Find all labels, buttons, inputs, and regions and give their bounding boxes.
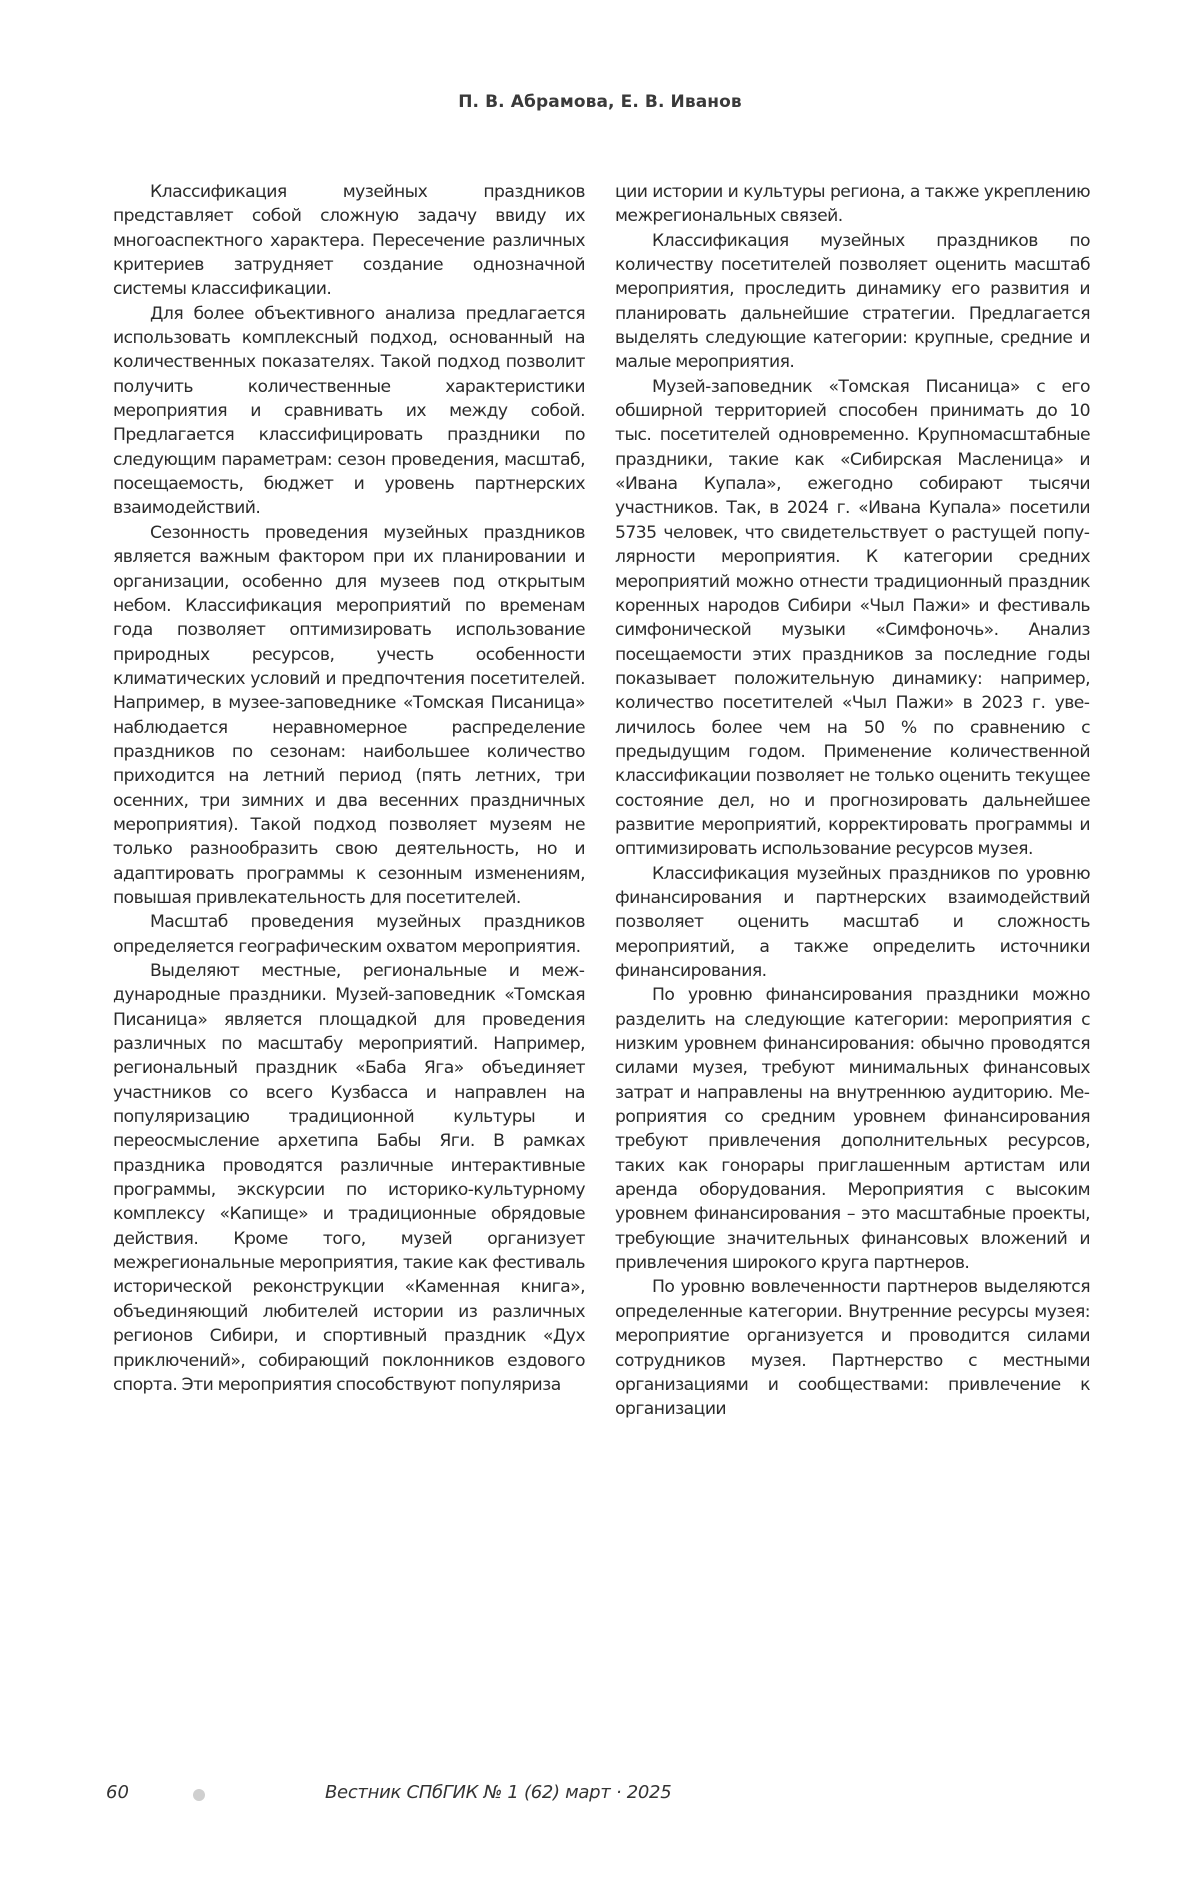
paragraph: Масштаб проведения музейных праздников определяется географическим охватом мероприятия.: [113, 912, 585, 957]
paragraph: По уровню финансирования праздники можно разделить на следующие категории: мероприятия с низким уровнем финансирования: обычно проводятся силами музея, требуют минимальных финансовых затрат и направлены на внутреннюю аудиторию. Мероприятия со средним уровнем финансирования требуют привлечения дополнительных ресурсов, таких как гонорары приглашенным артистам или аренда оборудования. Мероприятия с высоким уровнем финансирования – это масштабные проекты, требующие значительных финансовых вложений и привлечения широкого круга партнеров.: [615, 985, 1090, 1274]
page-footer: [0, 1782, 1200, 1812]
page-number: 60: [106, 1782, 129, 1803]
paragraph: Классификация музейных праздников по количеству посетителей позволяет оценить масштаб мероприятия, проследить динамику его развития и планировать дальнейшие стратегии. Предлагается выделять следующие категории: крупные, средние и малые мероприятия.: [615, 230, 1090, 373]
paragraph: Выделяют местные, региональные и международные праздники. Музей-заповедник «Томская Писаница» является площадкой для проведения различных по масштабу мероприятий. Например, региональный праздник «Баба Яга» объединяет участников со всего Кузбасса и направлен на популяризацию традиционной культуры и переосмысление архетипа Бабы Яги. В рамках праздника проводятся различные интерактивные программы, экскурсии по историко-культурному комплексу «Капище» и традиционные обрядовые действия. Кроме того, музей организует межрегиональные мероприятия, такие как фестиваль исторической реконструкции «Каменная книга», объединяющий любителей истории из различных регионов Сибири, и спортивный праздник «Дух приключений», собирающий поклонников ездового спорта. Эти мероприятия способствуют популяриза: [113, 961, 585, 1395]
right-column: [615, 180, 1090, 1422]
left-column: [113, 180, 585, 1397]
paragraph: Для более объективного анализа предлагается использовать комплексный подход, основанный на количественных показателях. Такой подход позволит получить количественные характеристики мероприятия и сравнивать их между собой. Предлагается классифицировать праздники по следующим параметрам: сезон проведения, масштаб, посещаемость, бюджет и уровень партнерских взаимодействий.: [113, 303, 585, 519]
journal-title: Вестник СПбГИК № 1 (62) март · 2025: [325, 1782, 672, 1803]
paragraph: Классификация музейных праздников по уровню финансирования и партнерских взаимодействий позволяет оценить масштаб и сложность мероприятий, а также определить источники финансирования.: [615, 863, 1090, 981]
paragraph: По уровню вовлеченности партнеров выделяются определенные категории. Внутренние ресурсы музея: мероприятие организуется и проводится силами сотрудников музея. Партнерство с местными организациями и сообществами: привлечение к организации: [615, 1277, 1090, 1420]
paragraph: Классификация музейных праздников представляет собой сложную задачу ввиду их многоаспектного характера. Пересечение различных критериев затрудняет создание однозначной системы классификации.: [113, 182, 585, 300]
paragraph: Музей-заповедник «Томская Писаница» с его обширной территорией способен принимать до 10 тыс. посетителей одновременно. Крупномасштабные праздники, такие как «Сибирская Масленица» и «Ивана Купала», ежегодно собирают тысячи участников. Так, в 2024 г. «Ивана Купала» посетили 5735 человек, что свидетельствует о растущей популярности мероприятия. К категории средних мероприятий можно отнести традиционный праздник коренных народов Сибири «Чыл Пажи» и фестиваль симфонической музыки «Симфоночь». Анализ посещаемости этих праздников за последние годы показывает положительную динамику: например, количество посетителей «Чыл Пажи» в 2023 г. увеличилось более чем на 50 % по сравнению с предыдущим годом. Применение количественной классификации позволяет не только оценить текущее состояние дел, но и прогнозировать дальнейшее развитие мероприятий, корректировать программы и оптимизировать использование ресурсов музея.: [615, 376, 1090, 860]
running-head-authors: [0, 92, 1200, 112]
paragraph-continued: ции истории и культуры региона, а также укреплению межрегиональных связей.: [615, 182, 1090, 227]
paragraph: Сезонность проведения музейных праздников является важным фактором при их планировании и организации, особенно для музеев под открытым небом. Классификация мероприятий по временам года позволяет оптимизировать использование природных ресурсов, учесть особенности климатических условий и предпочтения посетителей. Например, в музее-заповеднике «Томская Писаница» наблюдается неравномерное распределение праздников по сезонам: наибольшее количество приходится на летний период (пять летних, три осенних, три зимних и два весенних праздничных мероприятия). Такой подход позволяет музеям не только разнообразить свою деятельность, но и адаптировать программы к сезонным изменениям, повышая привлекательность для посетителей.: [113, 522, 585, 908]
bullet-dot-icon: [193, 1789, 205, 1801]
authors: П. В. Абрамова, Е. В. Иванов: [458, 92, 742, 112]
